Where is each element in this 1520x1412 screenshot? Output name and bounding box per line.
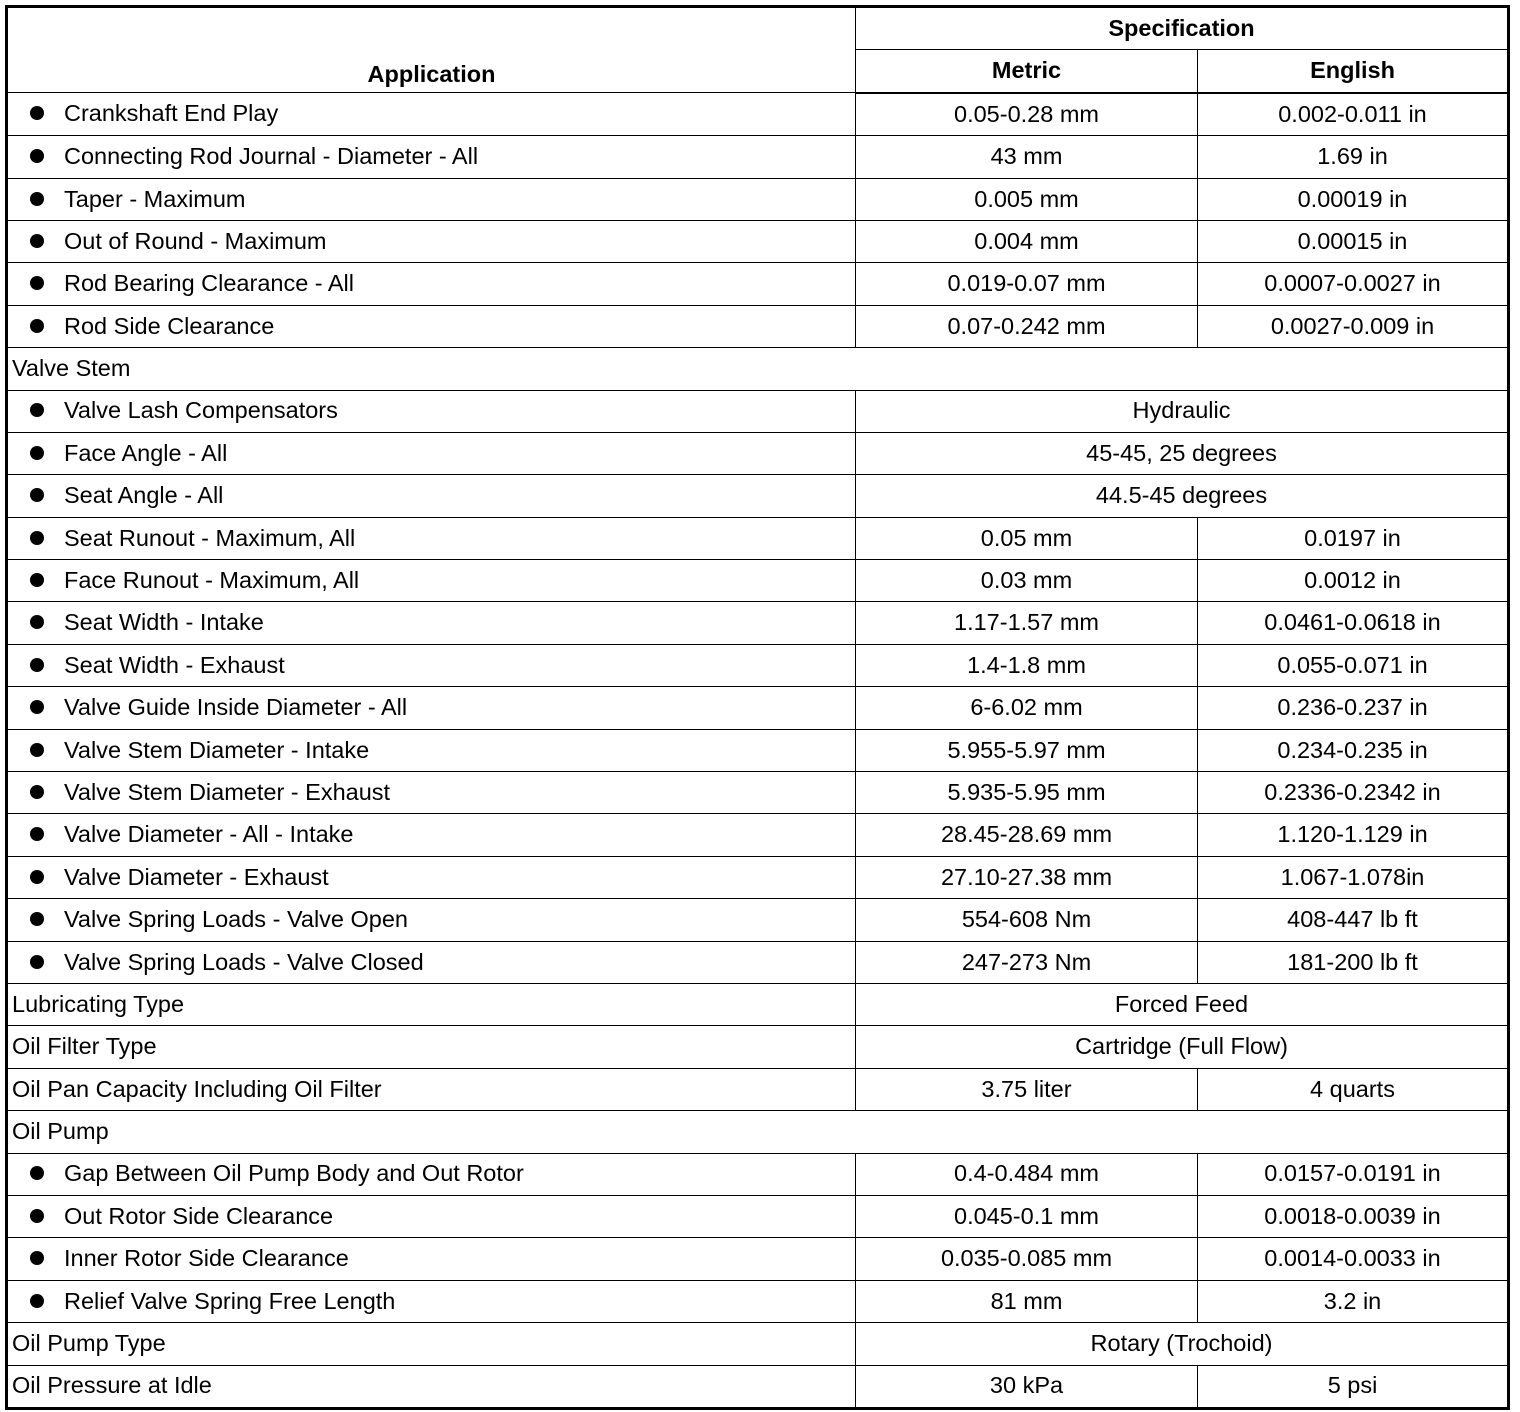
application-label: Inner Rotor Side Clearance — [64, 1245, 349, 1272]
application-label: Oil Filter Type — [12, 1033, 157, 1060]
bullet-icon — [30, 827, 44, 841]
application-cell — [7, 941, 856, 983]
english-cell: 0.0461-0.0618 in — [1198, 602, 1509, 644]
application-label: Valve Guide Inside Diameter - All — [64, 694, 408, 721]
application-label: Valve Lash Compensators — [64, 397, 338, 424]
metric-cell: 27.10-27.38 mm — [856, 856, 1198, 898]
application-label: Seat Width - Exhaust — [64, 651, 285, 678]
spec-table — [5, 5, 1510, 1410]
metric-cell: 0.4-0.484 mm — [856, 1153, 1198, 1195]
table-row — [7, 1026, 1509, 1068]
metric-cell: 0.005 mm — [856, 178, 1198, 220]
application-label: Oil Pump — [12, 1118, 109, 1145]
bullet-icon — [30, 912, 44, 926]
english-header: English — [1198, 50, 1509, 93]
table-row — [7, 1365, 1509, 1408]
bullet-icon — [30, 403, 44, 417]
metric-cell: 5.955-5.97 mm — [856, 729, 1198, 771]
application-label: Taper - Maximum — [64, 185, 246, 212]
bullet-icon — [30, 234, 44, 248]
bullet-icon — [30, 743, 44, 757]
metric-cell: 81 mm — [856, 1280, 1198, 1322]
table-row — [7, 517, 1509, 559]
bullet-icon — [30, 149, 44, 163]
bullet-icon — [30, 1209, 44, 1223]
application-label: Out of Round - Maximum — [64, 227, 327, 254]
english-cell: 0.00015 in — [1198, 220, 1509, 262]
english-cell: 5 psi — [1198, 1365, 1509, 1408]
table-row — [7, 1195, 1509, 1237]
metric-cell: 6-6.02 mm — [856, 687, 1198, 729]
metric-cell: 247-273 Nm — [856, 941, 1198, 983]
application-cell — [7, 1238, 856, 1280]
table-row — [7, 178, 1509, 220]
table-body — [7, 93, 1509, 1409]
table-row — [7, 941, 1509, 983]
english-cell: 4 quarts — [1198, 1068, 1509, 1110]
application-cell — [7, 1026, 856, 1068]
application-cell — [7, 602, 856, 644]
english-cell: 1.067-1.078in — [1198, 856, 1509, 898]
specification-header: Specification — [856, 7, 1509, 50]
application-label: Valve Stem Diameter - Exhaust — [64, 778, 391, 805]
application-label: Gap Between Oil Pump Body and Out Rotor — [64, 1160, 524, 1187]
application-cell — [7, 305, 856, 347]
application-cell — [7, 687, 856, 729]
application-label: Face Runout - Maximum, All — [64, 567, 360, 594]
table-row — [7, 814, 1509, 856]
metric-cell: 30 kPa — [856, 1365, 1198, 1408]
application-cell — [7, 390, 856, 432]
metric-cell: 0.05 mm — [856, 517, 1198, 559]
table-row — [7, 687, 1509, 729]
metric-cell: 0.03 mm — [856, 560, 1198, 602]
application-cell — [7, 432, 856, 474]
application-cell — [7, 983, 856, 1025]
table-row — [7, 1153, 1509, 1195]
application-label: Lubricating Type — [12, 990, 185, 1017]
application-label: Oil Pump Type — [12, 1330, 166, 1357]
metric-cell: 0.004 mm — [856, 220, 1198, 262]
bullet-icon — [30, 531, 44, 545]
bullet-icon — [30, 658, 44, 672]
application-cell — [7, 220, 856, 262]
metric-cell: 0.045-0.1 mm — [856, 1195, 1198, 1237]
application-label: Valve Spring Loads - Valve Open — [64, 906, 408, 933]
application-label: Out Rotor Side Clearance — [64, 1202, 334, 1229]
metric-cell: 0.07-0.242 mm — [856, 305, 1198, 347]
table-row — [7, 136, 1509, 178]
application-cell — [7, 644, 856, 686]
application-cell — [7, 517, 856, 559]
application-label: Rod Bearing Clearance - All — [64, 270, 354, 297]
table-row — [7, 983, 1509, 1025]
application-label: Valve Spring Loads - Valve Closed — [64, 948, 424, 975]
table-row — [7, 856, 1509, 898]
bullet-icon — [30, 955, 44, 969]
table-row — [7, 220, 1509, 262]
metric-cell: 0.019-0.07 mm — [856, 263, 1198, 305]
bullet-icon — [30, 106, 44, 120]
table-row — [7, 432, 1509, 474]
english-cell: 0.0197 in — [1198, 517, 1509, 559]
table-row — [7, 644, 1509, 686]
english-cell: 0.0018-0.0039 in — [1198, 1195, 1509, 1237]
table-row — [7, 390, 1509, 432]
application-cell — [7, 814, 856, 856]
specification-cell: Forced Feed — [856, 983, 1509, 1025]
application-label: Valve Stem Diameter - Intake — [64, 736, 370, 763]
english-cell: 0.2336-0.2342 in — [1198, 772, 1509, 814]
bullet-icon — [30, 488, 44, 502]
english-cell: 3.2 in — [1198, 1280, 1509, 1322]
table-row — [7, 729, 1509, 771]
specification-cell: 45-45, 25 degrees — [856, 432, 1509, 474]
application-label: Oil Pan Capacity Including Oil Filter — [12, 1075, 382, 1102]
application-cell — [7, 1195, 856, 1237]
metric-cell: 0.05-0.28 mm — [856, 93, 1198, 136]
bullet-icon — [30, 276, 44, 290]
application-cell — [7, 1068, 856, 1110]
bullet-icon — [30, 615, 44, 629]
table-header — [7, 7, 1509, 93]
application-label: Seat Runout - Maximum, All — [64, 524, 356, 551]
table-row — [7, 1280, 1509, 1322]
application-cell — [7, 1323, 856, 1365]
application-label: Seat Width - Intake — [64, 609, 264, 636]
english-cell: 0.234-0.235 in — [1198, 729, 1509, 771]
application-cell — [7, 729, 856, 771]
english-cell: 0.055-0.071 in — [1198, 644, 1509, 686]
application-header: Application — [7, 7, 856, 93]
english-cell: 0.0012 in — [1198, 560, 1509, 602]
metric-header: Metric — [856, 50, 1198, 93]
english-cell: 0.00019 in — [1198, 178, 1509, 220]
english-cell: 0.236-0.237 in — [1198, 687, 1509, 729]
english-cell: 0.002-0.011 in — [1198, 93, 1509, 136]
table-row — [7, 899, 1509, 941]
application-cell — [7, 1153, 856, 1195]
metric-cell: 28.45-28.69 mm — [856, 814, 1198, 856]
english-cell: 181-200 lb ft — [1198, 941, 1509, 983]
metric-cell: 3.75 liter — [856, 1068, 1198, 1110]
table-row — [7, 1238, 1509, 1280]
english-cell: 0.0007-0.0027 in — [1198, 263, 1509, 305]
application-label: Oil Pressure at Idle — [12, 1372, 212, 1399]
table-row — [7, 475, 1509, 517]
application-cell — [7, 475, 856, 517]
table-row — [7, 305, 1509, 347]
specification-cell: Cartridge (Full Flow) — [856, 1026, 1509, 1068]
application-label: Face Angle - All — [64, 439, 228, 466]
bullet-icon — [30, 573, 44, 587]
bullet-icon — [30, 870, 44, 884]
application-cell — [7, 263, 856, 305]
table-row — [7, 772, 1509, 814]
bullet-icon — [30, 446, 44, 460]
application-cell — [7, 348, 1509, 390]
application-cell — [7, 1280, 856, 1322]
metric-cell: 5.935-5.95 mm — [856, 772, 1198, 814]
english-cell: 1.120-1.129 in — [1198, 814, 1509, 856]
bullet-icon — [30, 319, 44, 333]
specification-cell: Hydraulic — [856, 390, 1509, 432]
application-cell — [7, 772, 856, 814]
table-row — [7, 1068, 1509, 1110]
application-cell — [7, 899, 856, 941]
metric-cell: 43 mm — [856, 136, 1198, 178]
metric-cell: 0.035-0.085 mm — [856, 1238, 1198, 1280]
table-row — [7, 263, 1509, 305]
application-label: Crankshaft End Play — [64, 100, 279, 127]
bullet-icon — [30, 700, 44, 714]
metric-cell: 1.17-1.57 mm — [856, 602, 1198, 644]
application-label: Relief Valve Spring Free Length — [64, 1287, 396, 1314]
section-row — [7, 1111, 1509, 1153]
table-row — [7, 602, 1509, 644]
application-cell — [7, 856, 856, 898]
table-row — [7, 1323, 1509, 1365]
specification-cell: 44.5-45 degrees — [856, 475, 1509, 517]
english-cell: 0.0157-0.0191 in — [1198, 1153, 1509, 1195]
application-cell — [7, 1365, 856, 1408]
bullet-icon — [30, 1251, 44, 1265]
english-cell: 408-447 lb ft — [1198, 899, 1509, 941]
table-row — [7, 560, 1509, 602]
application-cell — [7, 178, 856, 220]
application-label: Seat Angle - All — [64, 482, 224, 509]
application-cell — [7, 560, 856, 602]
english-cell: 0.0027-0.009 in — [1198, 305, 1509, 347]
application-cell — [7, 136, 856, 178]
application-label: Rod Side Clearance — [64, 312, 275, 339]
application-label: Valve Diameter - All - Intake — [64, 821, 354, 848]
application-cell — [7, 93, 856, 136]
metric-cell: 1.4-1.8 mm — [856, 644, 1198, 686]
english-cell: 0.0014-0.0033 in — [1198, 1238, 1509, 1280]
bullet-icon — [30, 1166, 44, 1180]
metric-cell: 554-608 Nm — [856, 899, 1198, 941]
bullet-icon — [30, 1294, 44, 1308]
section-row — [7, 348, 1509, 390]
table-row — [7, 93, 1509, 136]
application-label: Valve Diameter - Exhaust — [64, 863, 329, 890]
application-label: Connecting Rod Journal - Diameter - All — [64, 143, 479, 170]
english-cell: 1.69 in — [1198, 136, 1509, 178]
bullet-icon — [30, 785, 44, 799]
bullet-icon — [30, 192, 44, 206]
application-cell — [7, 1111, 1509, 1153]
application-label: Valve Stem — [12, 355, 131, 382]
specification-cell: Rotary (Trochoid) — [856, 1323, 1509, 1365]
